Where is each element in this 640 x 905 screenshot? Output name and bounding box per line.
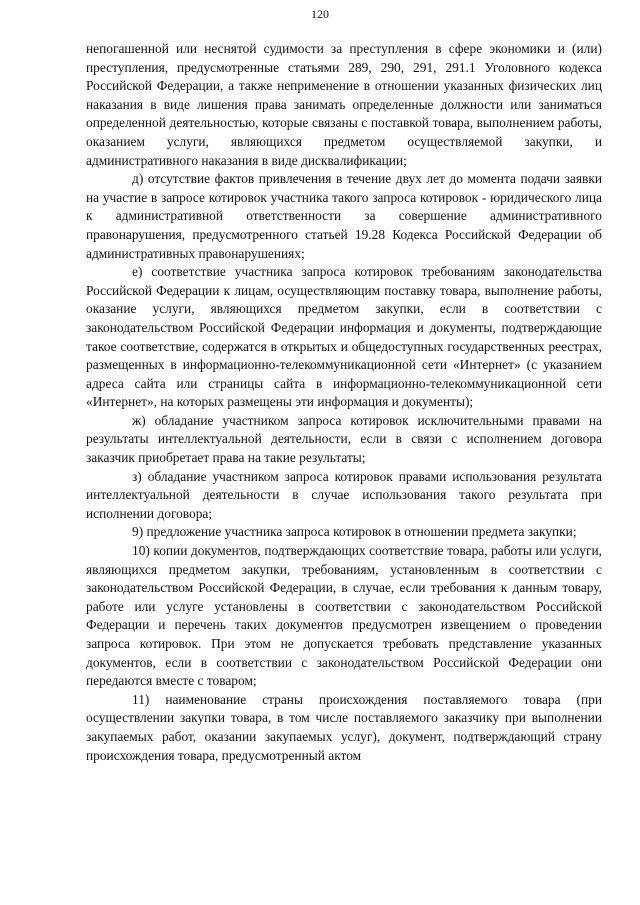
paragraph-item-11: 11) наименование страны происхождения поставляемого товара (при осуществлении закупки товара, в том числе поставляемого заказчику при выполнении закупаемых работ, оказании закупаемых услуг), документ, подтверждающий страну происхождения товара, предусмотренный актом [86, 691, 602, 763]
paragraph-item-10: 10) копии документов, подтверждающих соответствие товара, работы или услуги, являющихся предметом закупки, требованиям, установленным в соответствии с законодательством Российской Федерации, в случае, если требования к данным товару, работе или услуге установлены в соответствии с законодательством Российской Федерации и перечень таких документов предусмотрен извещением о проведении запроса котировок. При этом не допускается требовать представление указанных документов, если в соответствии с законодательством Российской Федерации они передаются вместе с товаром; [86, 543, 602, 689]
paragraph-continuation: непогашенной или неснятой судимости за преступления в сфере экономики и (или) преступления, предусмотренные статьями 289, 290, 291, 291.1 Уголовного кодекса Российской Федерации, а также неприменение в отношении указанных физических лиц наказания в виде лишения права занимать определенные должности или заниматься определенной деятельностью, которые связаны с поставкой товара, выполнением работы, оказанием услуги, являющихся предметом осуществляемой закупки, и административного наказания в виде дисквалификации; [86, 41, 602, 168]
paragraph-item-e: е) соответствие участника запроса котировок требованиям законодательства Российской Федерации к лицам, осуществляющим поставку товара, выполнение работы, оказание услуги, являющихся предметом закупки, если в соответствии с законодательством Российской Федерации информация и документы, подтверждающие такое соответствие, содержатся в открытых и общедоступных государственных реестрах, размещенных в информационно-телекоммуникационной сети «Интернет» (с указанием адреса сайта или страницы сайта в информационно-телекоммуникационной сети «Интернет», на которых размещены эти информация и документы); [86, 264, 602, 410]
paragraph-item-9: 9) предложение участника запроса котировок в отношении предмета закупки; [132, 524, 577, 540]
paragraph-item-z: з) обладание участником запроса котировок правами использования результата интеллектуальной деятельности в случае использования такого результата при исполнении договора; [86, 468, 602, 521]
document-body [86, 40, 602, 765]
page-number: 120 [311, 7, 329, 21]
paragraph-item-zh: ж) обладание участником запроса котировок исключительными правами на результаты интеллектуальной деятельности, если в связи с исполнением договора заказчик приобретает права на такие результаты; [86, 412, 602, 466]
paragraph-item-d: д) отсутствие фактов привлечения в течение двух лет до момента подачи заявки на участие в запросе котировок участника такого запроса котировок - юридического лица к административной ответственности за совершение административного правонарушения, предусмотренного статьей 19.28 Кодекса Российской Федерации об административных правонарушениях; [86, 171, 602, 261]
